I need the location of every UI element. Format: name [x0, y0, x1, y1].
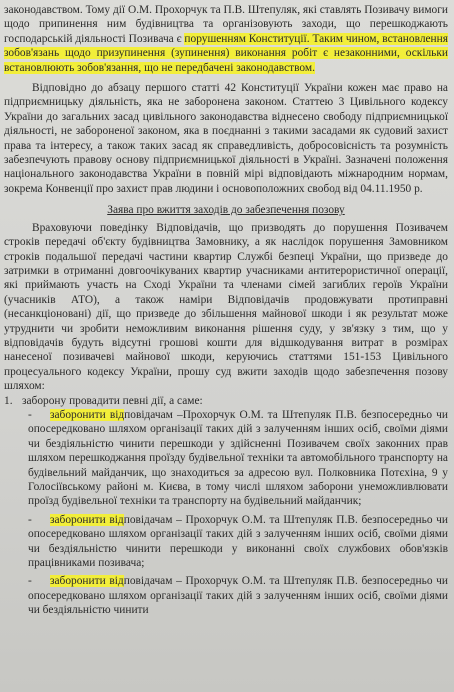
list-item-heading — [4, 394, 448, 408]
section-title: Заява про вжиття заходів до забезпечення позову — [107, 204, 345, 217]
sub-item-text: повідачам – Прохорчук О.М. та Штепуляк П.В. безпосередньо чи опосередковано шляхом організації таких дій з залученням інших осіб, своїми діями чи бездіяльністю чинити перешкоди у виконанні своїх службових обов'язків працівниками позивача; — [28, 513, 449, 570]
highlighted-text: заборонити від — [50, 575, 124, 588]
list-heading-text: заборону провадити певні дії, а саме: — [22, 394, 203, 407]
paragraph-1 — [4, 3, 448, 75]
dash-marker: - — [28, 408, 32, 421]
highlighted-text: заборонити від — [50, 408, 125, 421]
sub-item-text: повідачам – Прохорчук О.М. та Штепуляк П.В. безпосередньо чи опосередковано шляхом організації таких дій з залученням інших осіб, своїми діями чи бездіяльністю чинити — [28, 575, 449, 617]
paragraph-3: Враховуючи поведінку Відповідачів, що призводять до порушення Позивачем строків передачі об'єкту будівництва Замовнику, а як наслідок порушення Замовником строків подальшої передачі частини квартир Службі безпеці України, що призведе до затримки в отриманні довгоочікуваних квартир учасниками антитерористичної операції, які приймають участь на Сході України та членами сімей загиблих героїв України (учасників АТО), а також наміри Відповідачів продовжувати протиправні (несанкціоновані) дії, що призведе до збільшення майнової шкоди і як результат може утруднити чи зробити неможливим виконання рішення суду, у зв'язку з тим, що у відповідачів будуть відсутні грошові кошти для відшкодування витрат в розмірах нанесеної позивачеві майнової шкоди, керуючись статтями 151-153 Цивільного процесуального кодексу України, прошу суд вжити заходів щодо забезпечення позову шляхом: — [4, 221, 448, 393]
paragraph-2: Відповідно до абзацу першого статті 42 Конституції України кожен має право на підприємницьку діяльність, яка не заборонена законом. Статтею 3 Цивільного кодексу України до загальних засад цивільного законодавства віднесено свободу підприємницької діяльності, не забороненої законом, яка в поєднанні з такими засадами як судовий захист права та інтересу, а також таких засад як справедливість, добросовісність та розумність забезпечують правову основу підприємницької діяльності в Україні. Зазначені положення національного законодавства України в повній мірі відповідають міжнародним нормам, зокрема Конвенції про захист прав людини і основоположних свобод від 04.11.1950 р. — [4, 82, 448, 195]
highlighted-text: порушенням Конституції. Таким чином, встановлення зобов'язань щодо призупинення (зупинення) виконання робіт є незаконними, оскільки встановлюють зобов'язання, що не передбачені законодавством. — [4, 32, 448, 74]
sub-item — [28, 513, 448, 571]
sub-item — [28, 574, 448, 617]
paragraph-1-text: законодавством. Тому дії О.М. Прохорчук та П.В. Штепуляк, які ставлять Позивачу вимоги щодо припинення ним будівництва та організовують заходи, що перешкоджають господарській діяльності Позивача є — [4, 4, 448, 45]
dash-marker: - — [28, 513, 32, 526]
sub-list — [28, 408, 448, 618]
sub-item — [28, 408, 448, 509]
dash-marker: - — [28, 575, 32, 588]
highlighted-text: заборонити від — [50, 513, 124, 526]
sub-item-text: повідачам –Прохорчук О.М. та Штепуляк П.В. безпосередньо чи опосередковано шляхом організації таких дій з залученням інших осіб, своїми діями чи бездіяльністю чинити перешкоди у здійсненні Позивачем своїх законних прав шляхом перешкоджання проїзду будівельної техніки та автомобільного транспорту на будівельний майданчик, що знаходиться за адресою вул. Полковника Потєхіна, 9 у Голосіївському районі м. Києва, в тому числі шляхом заборони унеможливлювати проїзд будівельної техніки та транспорту на будівельний майданчик; — [28, 408, 448, 508]
list-number: 1. — [4, 394, 13, 407]
